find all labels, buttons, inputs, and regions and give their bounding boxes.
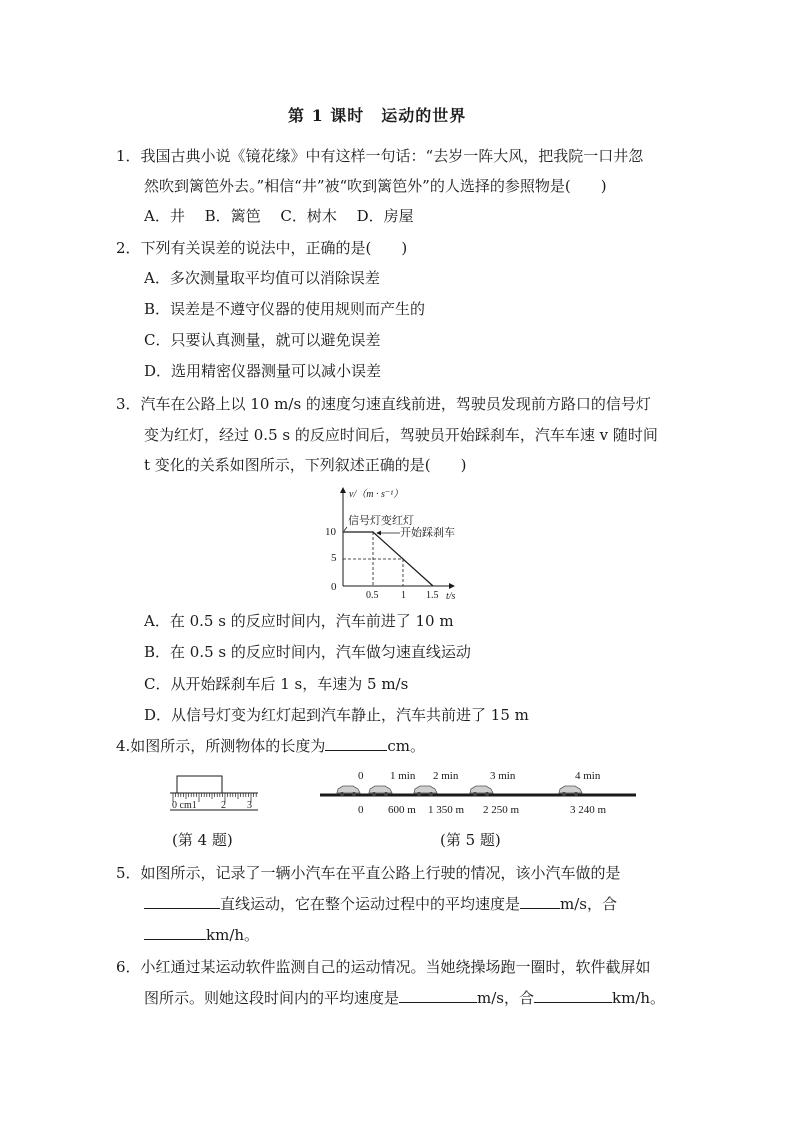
q5-speed-blank[interactable] [520, 894, 560, 909]
figure-4-caption: (第 4 题) [172, 831, 233, 849]
q1-line1: 1．我国古典小说《镜花缘》中有这样一句话：“去岁一阵大风，把我院一口井忽 [116, 147, 644, 165]
ruler-label-0-1: 0 cm1 [172, 800, 197, 811]
x-axis-label: t/s [446, 591, 456, 602]
q5-line2-mid: 直线运动，它在整个运动过程中的平均速度是 [220, 895, 521, 913]
x-tick-1-5: 1.5 [426, 590, 439, 601]
measured-object [177, 776, 222, 793]
distance-600: 600 m [388, 804, 416, 816]
q3-option-b: B．在 0.5 s 的反应时间内，汽车做匀速直线运动 [144, 643, 471, 661]
page-title: 第 1 课时 运动的世界 [288, 106, 467, 125]
figure-5-caption: (第 5 题) [440, 831, 501, 849]
y-axis-label: v/（m · s⁻¹） [349, 489, 404, 500]
q1-options: A．井 B．篱笆 C．树木 D．房屋 [144, 207, 414, 225]
y-tick-5: 5 [331, 552, 337, 564]
q3-line3: t 变化的关系如图所示，下列叙述正确的是( ) [144, 456, 467, 474]
velocity-time-graph [320, 482, 480, 602]
q5-line2 [144, 894, 617, 914]
time-4min: 4 min [575, 770, 601, 782]
q2-option-d: D．选用精密仪器测量可以减小误差 [144, 362, 382, 380]
time-0: 0 [358, 770, 364, 782]
q4-stem [116, 736, 425, 756]
distance-1350: 1 350 m [428, 804, 465, 816]
q2-option-b: B．误差是不遵守仪器的使用规则而产生的 [144, 300, 426, 318]
q2-stem: 2．下列有关误差的说法中，正确的是( ) [116, 239, 408, 257]
y-tick-0: 0 [331, 581, 337, 593]
q6-line2-end: km/h。 [612, 989, 666, 1007]
q5-motion-type-blank[interactable] [144, 894, 220, 909]
x-tick-1: 1 [401, 590, 406, 601]
q6-line2-mid: m/s，合 [477, 989, 534, 1007]
x-tick-0-5: 0.5 [366, 590, 379, 601]
time-3min: 3 min [490, 770, 516, 782]
annotation-brake: 开始踩刹车 [400, 527, 455, 539]
q6-line2 [144, 988, 665, 1008]
q5-line1: 5．如图所示，记录了一辆小汽车在平直公路上行驶的情况，该小汽车做的是 [116, 864, 621, 882]
q4-answer-blank[interactable] [325, 736, 387, 751]
y-tick-10: 10 [325, 526, 336, 538]
ruler-figure [166, 772, 266, 818]
q5-line3-end: km/h。 [206, 926, 260, 944]
q3-option-a: A．在 0.5 s 的反应时间内，汽车前进了 10 m [144, 612, 454, 630]
q2-option-a: A．多次测量取平均值可以消除误差 [144, 269, 380, 287]
q4-suffix: cm。 [387, 737, 425, 755]
q3-line1: 3．汽车在公路上以 10 m/s 的速度匀速直线前进，驾驶员发现前方路口的信号灯 [116, 395, 651, 413]
q2-option-c: C．只要认真测量，就可以避免误差 [144, 331, 381, 349]
distance-3240: 3 240 m [570, 804, 607, 816]
q6-line1: 6．小红通过某运动软件监测自己的运动情况。当她绕操场跑一圈时，软件截屏如 [116, 958, 651, 976]
q3-line2: 变为红灯，经过 0.5 s 的反应时间后，驾驶员开始踩刹车，汽车车速 v 随时间 [144, 426, 658, 444]
q6-speed-blank[interactable] [399, 988, 477, 1003]
ruler-label-3: 3 [247, 800, 252, 811]
distance-0: 0 [358, 804, 364, 816]
annotation-light-red: 信号灯变红灯 [348, 515, 414, 527]
q4-prefix: 4.如图所示，所测物体的长度为 [116, 737, 326, 755]
q5-line2-end: m/s，合 [560, 895, 617, 913]
q1-line2: 然吹到篱笆外去。”相信“井”被“吹到篱笆外”的人选择的参照物是( ) [144, 177, 607, 195]
q3-option-d: D．从信号灯变为红灯起到汽车静止，汽车共前进了 15 m [144, 706, 529, 724]
ruler-label-2: 2 [221, 800, 226, 811]
q3-option-c: C．从开始踩刹车后 1 s，车速为 5 m/s [144, 675, 409, 693]
q6-kmh-blank[interactable] [534, 988, 612, 1003]
q5-kmh-blank[interactable] [144, 925, 206, 940]
time-1min: 1 min [390, 770, 416, 782]
annotation-light-arrow [344, 527, 347, 531]
q5-line3 [144, 925, 259, 945]
road-figure [318, 764, 638, 822]
distance-2250: 2 250 m [483, 804, 520, 816]
time-2min: 2 min [433, 770, 459, 782]
q6-line2-pre: 图所示。则她这段时间内的平均速度是 [144, 989, 400, 1007]
